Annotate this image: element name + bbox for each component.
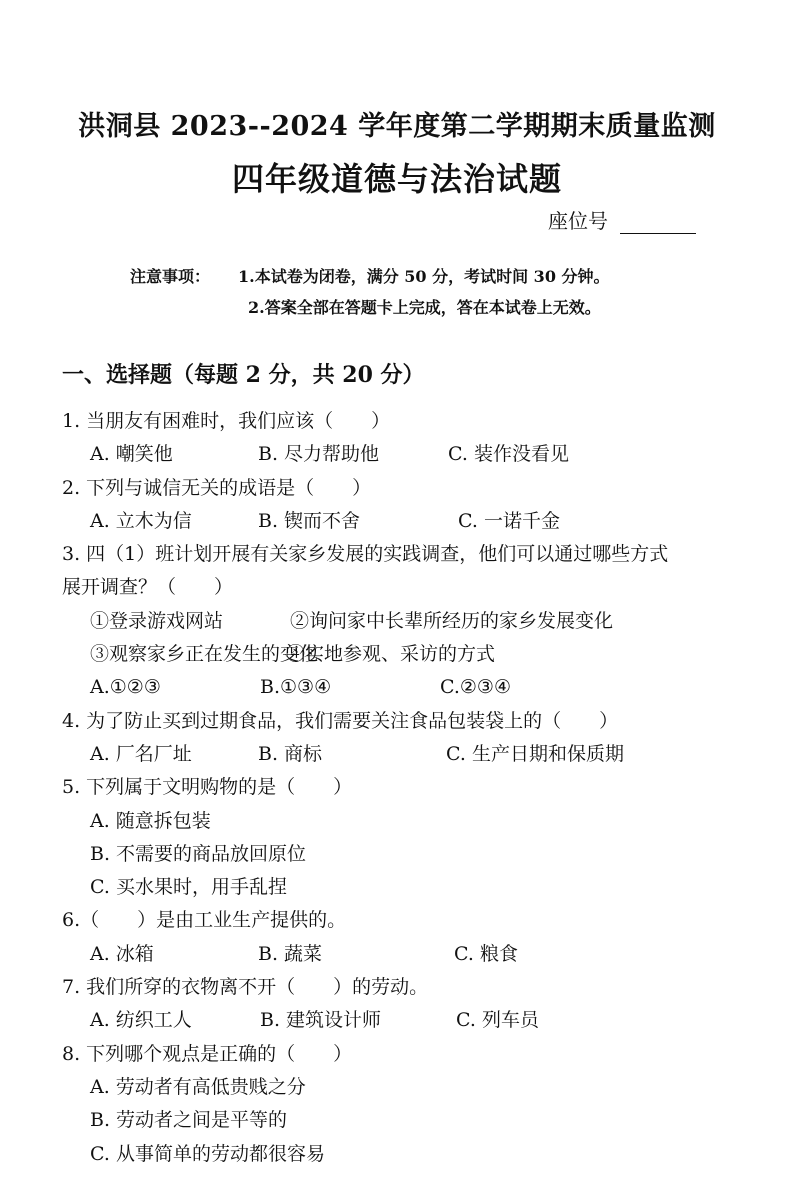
option-b: B. 锲而不舍 [258, 509, 361, 532]
question-3-options [62, 671, 762, 704]
item-3: ③观察家乡正在发生的变化 [90, 643, 319, 666]
section-heading: 一、选择题（每题 2 分，共 20 分） [62, 362, 425, 388]
question-3-stem: 3. 四（1）班计划开展有关家乡发展的实践调查，他们可以通过哪些方式 [62, 543, 669, 566]
notice-item-1: 1.本试卷为闭卷，满分 50 分，考试时间 30 分钟。 [238, 267, 610, 286]
question-3-items-row-2 [62, 638, 762, 671]
exam-subtitle: 四年级道德与法治试题 [231, 160, 562, 198]
question-5-option-a: A. 随意拆包装 [90, 809, 211, 832]
question-1-stem: 1. 当朋友有困难时，我们应该（ ） [62, 410, 391, 432]
question-1-options [62, 438, 762, 471]
notice-block [130, 261, 610, 323]
option-b: B. 商标 [258, 742, 323, 765]
item-1: ①登录游戏网站 [90, 609, 224, 632]
option-a: A. 纺织工人 [90, 1009, 192, 1032]
notice-label: 注意事项： [130, 267, 211, 286]
question-5-option-b: B. 不需要的商品放回原位 [90, 842, 307, 865]
option-a: A. 嘲笑他 [90, 443, 173, 466]
question-8-stem: 8. 下列哪个观点是正确的（ ） [62, 1042, 353, 1065]
question-8-option-a: A. 劳动者有高低贵贱之分 [90, 1075, 306, 1098]
option-a: A. 立木为信 [90, 509, 192, 532]
option-a: A.①②③ [90, 676, 161, 699]
question-4-stem: 4. 为了防止买到过期食品，我们需要关注食品包装袋上的（ ） [62, 709, 619, 732]
option-b: B. 建筑设计师 [260, 1009, 382, 1032]
item-2: ②询问家中长辈所经历的家乡发展变化 [290, 609, 614, 632]
option-c: C. 生产日期和保质期 [446, 742, 624, 765]
option-b: B.①③④ [260, 676, 332, 699]
question-3-stem-continued: 展开调查？（ ） [62, 576, 234, 599]
option-c: C. 一诺千金 [458, 509, 560, 532]
option-b: B. 尽力帮助他 [258, 443, 380, 466]
option-a: A. 冰箱 [90, 942, 154, 965]
option-c: C. 装作没看见 [448, 443, 569, 466]
option-a: A. 厂名厂址 [90, 742, 192, 765]
seat-number-label: 座位号 [548, 209, 608, 233]
option-c: C. 列车员 [456, 1009, 539, 1032]
question-5-option-c: C. 买水果时，用手乱捏 [90, 876, 287, 899]
question-8-option-c: C. 从事简单的劳动都很容易 [90, 1142, 325, 1165]
question-6-options [62, 938, 762, 971]
item-4: ④实地参观、采访的方式 [286, 643, 496, 666]
seat-number-blank [620, 211, 696, 234]
question-8-option-b: B. 劳动者之间是平等的 [90, 1109, 288, 1132]
option-c: C. 粮食 [454, 942, 518, 965]
question-list [62, 405, 762, 1171]
seat-number-field [548, 205, 696, 234]
option-b: B. 蔬菜 [258, 942, 323, 965]
notice-item-2: 2.答案全部在答题卡上完成，答在本试卷上无效。 [248, 298, 601, 317]
option-c: C.②③④ [440, 676, 511, 699]
question-7-stem: 7. 我们所穿的衣物离不开（ ）的劳动。 [62, 976, 429, 999]
question-2-stem: 2. 下列与诚信无关的成语是（ ） [62, 476, 372, 499]
question-2-options [62, 505, 762, 538]
question-4-options [62, 738, 762, 771]
question-7-options [62, 1004, 762, 1037]
exam-title: 洪洞县 2023--2024 学年度第二学期期末质量监测 [78, 111, 716, 142]
question-6-stem: 6.（ ）是由工业生产提供的。 [62, 909, 347, 932]
question-5-stem: 5. 下列属于文明购物的是（ ） [62, 776, 353, 799]
question-3-items-row-1 [62, 605, 762, 638]
